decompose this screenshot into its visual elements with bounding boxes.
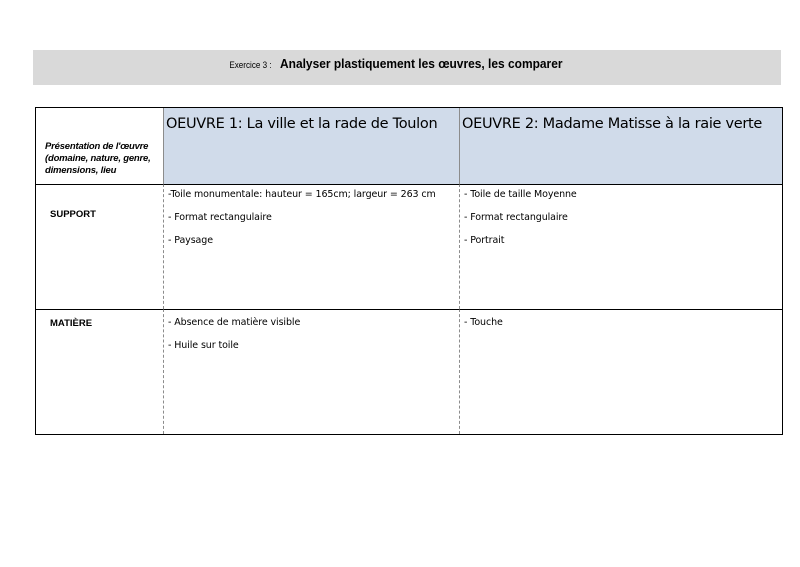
support-oeuvre1-list xyxy=(168,189,436,258)
list-item: -Toile monumentale: hauteur = 165cm; largeur = 263 cm xyxy=(168,189,436,200)
support-label-cell xyxy=(36,184,163,309)
exercise-header xyxy=(33,50,781,85)
list-item: - Portrait xyxy=(464,235,505,246)
list-item: - Absence de matière visible xyxy=(168,317,301,328)
exercise-title: Analyser plastiquement les œuvres, les comparer xyxy=(279,56,563,71)
list-item: - Format rectangulaire xyxy=(464,212,568,223)
matiere-label-cell xyxy=(36,309,163,434)
list-item: - Format rectangulaire xyxy=(168,212,272,223)
list-item: - Huile sur toile xyxy=(168,340,239,351)
presentation-header-cell xyxy=(36,108,163,184)
presentation-label: Présentation de l'œuvre (domaine, nature, genre, dimensions, lieu xyxy=(45,141,151,176)
matiere-oeuvre1-list xyxy=(168,317,300,363)
oeuvre2-header-cell xyxy=(459,108,782,184)
matiere-oeuvre2-list xyxy=(464,317,503,340)
comparison-table xyxy=(35,107,783,435)
oeuvre1-header-cell xyxy=(163,108,459,184)
matiere-label: MATIÈRE xyxy=(50,318,93,329)
oeuvre1-title: OEUVRE 1: La ville et la rade de Toulon xyxy=(166,116,438,132)
list-item: - Toile de taille Moyenne xyxy=(464,189,577,200)
exercise-number: Exercice 3 : xyxy=(229,60,273,70)
exercise-heading xyxy=(33,53,781,72)
matiere-oeuvre2-cell xyxy=(459,309,782,434)
support-oeuvre2-cell xyxy=(459,184,782,309)
list-item: - Touche xyxy=(464,317,503,328)
list-item: - Paysage xyxy=(168,235,213,246)
matiere-oeuvre1-cell xyxy=(163,309,459,434)
support-oeuvre2-list xyxy=(464,189,577,258)
oeuvre2-title: OEUVRE 2: Madame Matisse à la raie verte xyxy=(462,116,763,132)
support-oeuvre1-cell xyxy=(163,184,459,309)
support-label: SUPPORT xyxy=(50,209,96,220)
